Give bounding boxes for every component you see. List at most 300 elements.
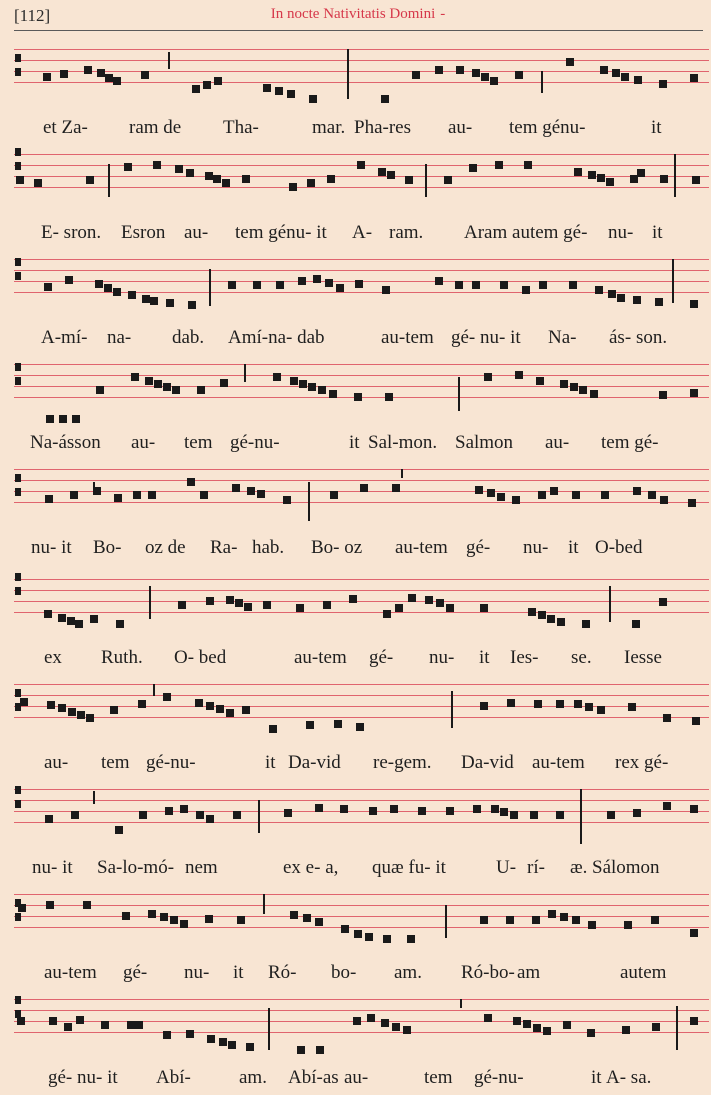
neume-note [127, 1021, 135, 1029]
neume-note [247, 487, 255, 495]
neume-note [214, 77, 222, 85]
staff [14, 150, 709, 204]
lyric-syllable: Sa-lo-mó- [97, 857, 175, 878]
neume-note [608, 290, 616, 298]
lyric-line [0, 647, 711, 671]
neume-note [651, 916, 659, 924]
neume-note [523, 1020, 531, 1028]
division-bar [451, 691, 453, 728]
neume-note [506, 916, 514, 924]
lyric-syllable: it [349, 432, 360, 453]
neume-note [487, 489, 495, 497]
neume-note [116, 620, 124, 628]
neume-note [382, 286, 390, 294]
neume-note [77, 711, 85, 719]
staff [14, 360, 709, 414]
staff-line [14, 60, 709, 61]
neume-note [392, 484, 400, 492]
neume-note [309, 95, 317, 103]
lyric-line [0, 117, 711, 141]
staff [14, 890, 709, 944]
neume-note [296, 604, 304, 612]
neume-note [407, 935, 415, 943]
neume-note [197, 386, 205, 394]
neume-note [633, 487, 641, 495]
neume-note [547, 615, 555, 623]
neume-note [192, 85, 200, 93]
neume-note [60, 70, 68, 78]
staff-line [14, 590, 709, 591]
neume-note [232, 484, 240, 492]
neume-note [446, 807, 454, 815]
lyric-syllable: au-tem [294, 647, 347, 668]
neume-note [124, 163, 132, 171]
lyric-syllable: au-tem [381, 327, 434, 348]
neume-note [308, 383, 316, 391]
neume-note [327, 175, 335, 183]
neume-note [497, 493, 505, 501]
neume-note [353, 1017, 361, 1025]
lyric-syllable: Ies- [510, 647, 539, 668]
neume-note [186, 169, 194, 177]
neume-note [237, 916, 245, 924]
neume-note [206, 597, 214, 605]
division-bar [401, 469, 403, 478]
chant-system [0, 360, 711, 460]
neume-note [47, 701, 55, 709]
lyric-syllable: gé- nu- it [48, 1067, 118, 1088]
lyric-syllable: au- [344, 1067, 369, 1088]
neume-note [216, 705, 224, 713]
lyric-syllable: Abí-as [288, 1067, 339, 1088]
division-bar [609, 586, 611, 622]
lyric-syllable: U- [496, 857, 517, 878]
neume-note [166, 299, 174, 307]
lyric-syllable: it [651, 117, 662, 138]
lyric-syllable: tem génu- [509, 117, 586, 138]
neume-note [17, 1017, 25, 1025]
neume-note [481, 73, 489, 81]
neume-note [403, 1026, 411, 1034]
neume-note [383, 935, 391, 943]
lyric-syllable: Pha-res [354, 117, 411, 138]
lyric-syllable: au- [44, 752, 69, 773]
neume-note [242, 706, 250, 714]
staff-line [14, 1021, 709, 1022]
staff-line [14, 800, 709, 801]
neume-note [242, 175, 250, 183]
lyric-syllable: rí- [527, 857, 545, 878]
neume-note [590, 390, 598, 398]
lyric-syllable: au- [184, 222, 209, 243]
neume-note [233, 811, 241, 819]
division-bar [209, 269, 211, 306]
neume-note [390, 805, 398, 813]
neume-note [244, 603, 252, 611]
neume-note [186, 1030, 194, 1038]
neume-note [131, 373, 139, 381]
staff-line [14, 579, 709, 580]
neume-note [574, 700, 582, 708]
neume-note [543, 1027, 551, 1035]
neume-note [290, 911, 298, 919]
neume-note [539, 281, 547, 289]
lyric-syllable: Na-ásson [30, 432, 101, 453]
staff-line [14, 49, 709, 50]
neume-note [269, 725, 277, 733]
neume-note [633, 809, 641, 817]
lyric-syllable: mar. [312, 117, 346, 138]
staff [14, 465, 709, 519]
neume-note [418, 807, 426, 815]
neume-note [480, 916, 488, 924]
neume-note [18, 904, 26, 912]
lyric-syllable: it [652, 222, 663, 243]
neume-note [582, 620, 590, 628]
neume-note [534, 700, 542, 708]
neume-note [246, 1043, 254, 1051]
lyric-line [0, 327, 711, 351]
lyric-syllable: tem [101, 752, 130, 773]
neume-note [75, 620, 83, 628]
neume-note [588, 171, 596, 179]
staff-line [14, 386, 709, 387]
lyric-syllable: it [591, 1067, 602, 1088]
staff-line [14, 927, 709, 928]
staff-line [14, 811, 709, 812]
neume-note [226, 596, 234, 604]
staff-line [14, 187, 709, 188]
neume-note [472, 69, 480, 77]
chant-system [0, 150, 711, 250]
neume-note [45, 815, 53, 823]
neume-note [206, 702, 214, 710]
neume-note [110, 706, 118, 714]
neume-note [298, 277, 306, 285]
neume-note [515, 371, 523, 379]
division-bar [460, 999, 462, 1008]
staff-line [14, 375, 709, 376]
neume-note [96, 386, 104, 394]
neume-note [563, 1021, 571, 1029]
page-header [0, 0, 711, 34]
neume-note [46, 415, 54, 423]
neume-note [16, 176, 24, 184]
division-bar [676, 1006, 678, 1050]
neume-note [113, 288, 121, 296]
neume-note [392, 1023, 400, 1031]
division-bar [541, 71, 543, 93]
division-bar [308, 482, 310, 521]
running-title-dash: - [440, 6, 446, 22]
neume-note [154, 380, 162, 388]
do-clef-icon [15, 474, 21, 498]
neume-note [226, 709, 234, 717]
neume-note [522, 286, 530, 294]
neume-note [360, 484, 368, 492]
neume-note [480, 604, 488, 612]
neume-note [44, 610, 52, 618]
chant-system [0, 890, 711, 990]
neume-note [660, 175, 668, 183]
lyric-syllable: Da-vid [461, 752, 514, 773]
neume-note [114, 494, 122, 502]
neume-note [95, 280, 103, 288]
neume-note [655, 298, 663, 306]
staff-line [14, 469, 709, 470]
staff-line [14, 789, 709, 790]
neume-note [405, 176, 413, 184]
neume-note [607, 811, 615, 819]
staff [14, 575, 709, 629]
neume-note [648, 491, 656, 499]
neume-note [283, 496, 291, 504]
division-bar [347, 49, 349, 99]
neume-note [367, 1014, 375, 1022]
lyric-syllable: E- sron. [41, 222, 102, 243]
neume-note [58, 704, 66, 712]
neume-note [484, 373, 492, 381]
neume-note [484, 1014, 492, 1022]
neume-note [597, 174, 605, 182]
lyric-syllable: nem [185, 857, 218, 878]
neume-note [43, 73, 51, 81]
neume-note [533, 1024, 541, 1032]
lyric-syllable: gé- [466, 537, 491, 558]
neume-note [49, 1017, 57, 1025]
lyric-syllable: son. [636, 327, 668, 348]
lyric-syllable: æ. [570, 857, 588, 878]
division-bar [244, 364, 246, 382]
staff-line [14, 695, 709, 696]
neume-note [71, 811, 79, 819]
neume-note [395, 604, 403, 612]
neume-note [187, 478, 195, 486]
neume-note [349, 595, 357, 603]
neume-note [76, 1016, 84, 1024]
division-bar [149, 586, 151, 619]
neume-note [222, 179, 230, 187]
lyric-syllable: au-tem [532, 752, 585, 773]
neume-note [86, 714, 94, 722]
neume-note [556, 811, 564, 819]
staff-line [14, 916, 709, 917]
do-clef-icon [15, 573, 21, 597]
division-bar [258, 800, 260, 833]
staff [14, 785, 709, 839]
staff [14, 680, 709, 734]
neume-note [148, 910, 156, 918]
division-bar [263, 894, 265, 914]
neume-note [153, 161, 161, 169]
neume-note [690, 1017, 698, 1025]
neume-note [692, 717, 700, 725]
neume-note [329, 390, 337, 398]
neume-note [512, 496, 520, 504]
lyric-syllable: nu- it [31, 537, 72, 558]
chant-system [0, 465, 711, 565]
neume-note [200, 491, 208, 499]
neume-note [316, 1046, 324, 1054]
lyric-syllable: Na- [548, 327, 577, 348]
lyric-syllable: Da-vid [288, 752, 341, 773]
neume-note [369, 807, 377, 815]
division-bar [674, 154, 676, 197]
neume-note [170, 916, 178, 924]
lyric-syllable: Esron [121, 222, 166, 243]
neume-note [659, 391, 667, 399]
neume-note [412, 71, 420, 79]
division-bar [672, 259, 674, 303]
staff-line [14, 259, 709, 260]
neume-note [84, 66, 92, 74]
lyric-syllable: it [265, 752, 276, 773]
neume-note [385, 393, 393, 401]
neume-note [67, 617, 75, 625]
neume-note [600, 66, 608, 74]
neume-note [65, 276, 73, 284]
neume-note [435, 66, 443, 74]
neume-note [595, 286, 603, 294]
lyric-syllable: tem gé- [601, 432, 659, 453]
neume-note [617, 294, 625, 302]
lyric-line [0, 962, 711, 986]
neume-note [365, 933, 373, 941]
neume-note [637, 169, 645, 177]
neume-note [180, 920, 188, 928]
lyric-syllable: gé-nu- [474, 1067, 524, 1088]
neume-note [138, 700, 146, 708]
neume-note [475, 486, 483, 494]
neume-note [58, 614, 66, 622]
lyric-syllable: au- [131, 432, 156, 453]
lyric-syllable: A- [352, 222, 373, 243]
do-clef-icon [15, 258, 21, 282]
lyric-syllable: oz de [145, 537, 186, 558]
lyric-syllable: na- [107, 327, 132, 348]
lyric-syllable: ex e- a, [283, 857, 339, 878]
lyric-syllable: it [233, 962, 244, 983]
lyric-syllable: au-tem [44, 962, 97, 983]
neume-note [513, 1017, 521, 1025]
staff-line [14, 1010, 709, 1011]
neume-note [178, 601, 186, 609]
staff-line [14, 480, 709, 481]
neume-note [128, 291, 136, 299]
neume-note [354, 930, 362, 938]
staff-line [14, 684, 709, 685]
neume-note [560, 380, 568, 388]
do-clef-icon [15, 786, 21, 810]
neume-note [408, 594, 416, 602]
neume-note [556, 700, 564, 708]
neume-note [515, 71, 523, 79]
neume-note [692, 176, 700, 184]
neume-note [659, 598, 667, 606]
lyric-syllable: Ruth. [101, 647, 143, 668]
neume-note [318, 386, 326, 394]
neume-note [330, 491, 338, 499]
neume-note [235, 599, 243, 607]
division-bar [445, 905, 447, 938]
neume-note [303, 914, 311, 922]
neume-note [70, 491, 78, 499]
staff-line [14, 502, 709, 503]
neume-note [175, 165, 183, 173]
division-bar [425, 164, 427, 197]
staff-line [14, 999, 709, 1000]
neume-note [632, 620, 640, 628]
lyric-syllable: Bo- [93, 537, 122, 558]
chant-system [0, 575, 711, 675]
neume-note [287, 90, 295, 98]
neume-note [490, 77, 498, 85]
neume-note [101, 1021, 109, 1029]
neume-note [660, 496, 668, 504]
lyric-syllable: rex gé- [615, 752, 669, 773]
neume-note [507, 699, 515, 707]
lyric-line [0, 432, 711, 456]
neume-note [307, 179, 315, 187]
neume-note [113, 77, 121, 85]
chant-system [0, 255, 711, 355]
lyric-syllable: ram. [389, 222, 424, 243]
staff [14, 45, 709, 99]
staff [14, 995, 709, 1049]
lyric-syllable: nu- [523, 537, 549, 558]
neume-note [381, 1019, 389, 1027]
neume-note [219, 1038, 227, 1046]
lyric-syllable: Sal-mon. [368, 432, 438, 453]
lyric-line [0, 222, 711, 246]
neume-note [354, 393, 362, 401]
lyric-syllable: se. [571, 647, 592, 668]
lyric-syllable: au- [448, 117, 473, 138]
neume-note [273, 373, 281, 381]
chant-system [0, 680, 711, 780]
neume-note [469, 164, 477, 172]
neume-note [313, 275, 321, 283]
neume-note [135, 1021, 143, 1029]
neume-note [633, 296, 641, 304]
chant-system [0, 785, 711, 885]
neume-note [378, 168, 386, 176]
neume-note [46, 901, 54, 909]
lyric-syllable: ás- [609, 327, 632, 348]
neume-note [570, 383, 578, 391]
neume-note [275, 87, 283, 95]
neume-note [480, 702, 488, 710]
lyric-syllable: Abí- [156, 1067, 191, 1088]
division-bar [93, 791, 95, 804]
neume-note [550, 487, 558, 495]
lyric-syllable: am. [394, 962, 422, 983]
neume-note [44, 283, 52, 291]
neume-note [557, 618, 565, 626]
lyric-syllable: Sálomon [592, 857, 660, 878]
neume-note [473, 805, 481, 813]
neume-note [524, 161, 532, 169]
neume-note [341, 925, 349, 933]
neume-note [538, 611, 546, 619]
neume-note [253, 281, 261, 289]
lyric-syllable: bo- [331, 962, 357, 983]
neume-note [612, 69, 620, 77]
neume-note [472, 281, 480, 289]
lyric-syllable: gé-nu- [146, 752, 196, 773]
neume-note [624, 921, 632, 929]
neume-note [20, 698, 28, 706]
